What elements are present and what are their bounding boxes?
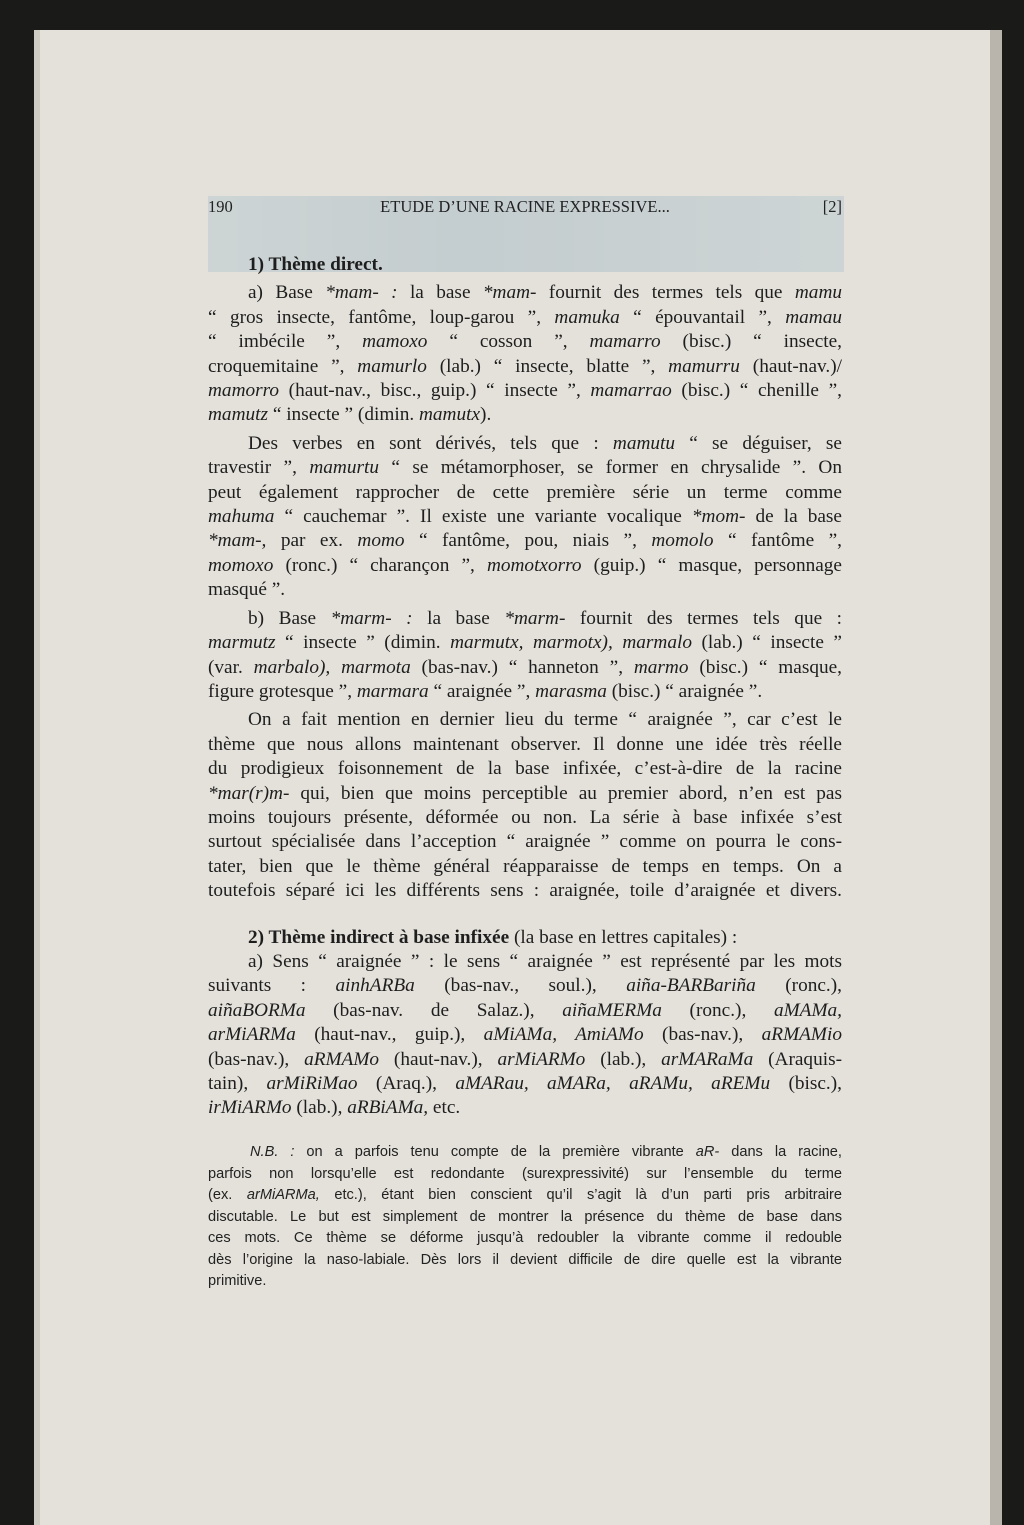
italic-term: *mam- : xyxy=(325,282,398,304)
text-run: “ insecte ” (dimin. xyxy=(268,404,419,426)
italic-term: *marm- : xyxy=(330,607,413,629)
italic-term: mamutu xyxy=(612,432,676,454)
paragraph-line xyxy=(208,830,842,854)
text-run: “ se métamorphoser, se former en chrysalide ”. On xyxy=(378,457,842,479)
text-run: (lab.) “ insecte, blatte ”, xyxy=(426,355,669,377)
italic-term: mamu xyxy=(794,282,843,304)
text-run: etc. xyxy=(428,1097,461,1119)
text-run: (bas-nav., soul.), xyxy=(414,975,627,997)
italic-term: mamurru xyxy=(668,355,740,377)
body-text xyxy=(208,253,842,1121)
italic-term: marbalo), xyxy=(253,656,331,678)
text-run: (lab.) “ insecte ” xyxy=(691,632,842,654)
bold-heading: 1) Thème direct. xyxy=(248,254,383,275)
text-run: travestir ”, xyxy=(208,457,310,479)
text-run: parfois non lorsqu’elle est redondante (surexpressivité) sur l’ensemble du terme xyxy=(208,1165,842,1182)
italic-term: *mar(r)m- xyxy=(208,782,290,804)
italic-term: aRMAMio xyxy=(761,1024,842,1046)
italic-term: momoxo xyxy=(208,554,274,576)
text-run: a) Base xyxy=(248,282,326,304)
text-run: (la base en lettres capitales) : xyxy=(509,926,738,948)
text-run: (bas-nav.), xyxy=(208,1048,305,1070)
paragraph xyxy=(208,708,842,903)
footnote-line xyxy=(208,1250,842,1272)
italic-term: aiñaBORMa xyxy=(208,999,306,1021)
paragraph-line xyxy=(208,403,842,427)
text-run: surtout spécialisée dans l’acception “ araignée ” comme on pourra le cons- xyxy=(208,831,842,853)
italic-term: *mam-, xyxy=(208,530,267,552)
text-run: tain), xyxy=(208,1073,267,1094)
paragraph-line xyxy=(208,680,842,704)
text-run: (haut-nav., guip.), xyxy=(295,1024,484,1046)
paragraph-line xyxy=(208,757,842,781)
text-run: (ronc.), xyxy=(661,999,774,1021)
italic-term: marmalo xyxy=(622,632,692,654)
paragraph-line xyxy=(208,1023,842,1047)
italic-term: momotxorro xyxy=(486,554,582,576)
paragraph-line xyxy=(208,529,842,553)
text-run: peut également rapprocher de cette première série un terme comme xyxy=(208,481,842,503)
paragraph-line xyxy=(208,306,842,330)
text-run: (bisc.) “ chenille ”, xyxy=(671,380,842,402)
paragraph-line xyxy=(208,855,842,879)
italic-term: N.B. : xyxy=(250,1144,295,1160)
paragraph-line xyxy=(208,806,842,830)
paragraph-line xyxy=(208,879,842,903)
text-run: la base xyxy=(412,607,505,629)
footnote-line xyxy=(208,1228,842,1250)
text-run: “ épouvantail ”, xyxy=(619,306,786,328)
paragraph-line xyxy=(208,456,842,480)
paragraph-line xyxy=(208,379,842,403)
paragraph-line xyxy=(208,330,842,354)
running-title: ETUDE D’UNE RACINE EXPRESSIVE... xyxy=(380,197,670,216)
paragraph-line xyxy=(208,950,842,974)
text-run: on a parfois tenu compte de la première vibrante xyxy=(294,1144,696,1160)
italic-term: *mam- xyxy=(482,282,537,304)
italic-term: aMAMa, xyxy=(773,999,842,1021)
paragraph-line xyxy=(208,481,842,505)
paragraph xyxy=(208,281,842,427)
heading-line xyxy=(208,253,842,277)
text-run: croquemitaine ”, xyxy=(208,355,358,377)
text-run: (bisc.) “ masque, xyxy=(688,656,842,678)
text-run: “ araignée ”, xyxy=(428,680,536,702)
paragraph-line xyxy=(208,782,842,806)
footnote-line xyxy=(208,1142,842,1164)
footnote-line xyxy=(208,1164,842,1186)
text-run: (ronc.), xyxy=(755,975,842,997)
italic-term: aiñaMERMa xyxy=(562,999,662,1021)
paragraph-line xyxy=(208,631,842,655)
italic-term: arMiRiMao xyxy=(266,1073,358,1094)
text-run: tater, bien que le thème général réapparaisse de temps en temps. On a xyxy=(208,855,842,877)
text-run: (ronc.) “ charançon ”, xyxy=(273,554,487,576)
italic-term: marmutz xyxy=(208,632,276,654)
text-run: de la base xyxy=(745,506,842,528)
italic-term: marmutx, marmotx), xyxy=(450,632,613,654)
italic-term: arMiARMo xyxy=(497,1048,586,1070)
text-run: ces mots. Ce thème se déforme jusqu’à redoubler la vibrante comme il redouble xyxy=(208,1230,842,1246)
italic-term: marmota xyxy=(341,656,411,678)
text-run: (bas-nav. de Salaz.), xyxy=(305,999,563,1021)
paragraph xyxy=(208,950,842,1121)
footnote-line xyxy=(208,1185,842,1207)
text-run: dès l’origine la naso-labiale. Dès lors il devient difficile de dire quelle est la vibrante xyxy=(208,1251,842,1268)
paragraph xyxy=(208,607,842,705)
text-run: fournit des termes tels que : xyxy=(565,607,843,629)
italic-term: aMiAMa, AmiAMo xyxy=(483,1024,644,1046)
text-run: Des verbes en sont dérivés, tels que : xyxy=(248,432,613,454)
text-run: (haut-nav.)/ xyxy=(739,355,842,377)
italic-term: aR- xyxy=(695,1144,720,1160)
paragraph-line xyxy=(208,999,842,1023)
text-run: discutable. Le but est simplement de montrer la présence du thème de base dans xyxy=(208,1208,842,1225)
italic-term: marmara xyxy=(356,680,429,702)
text-run: (ex. xyxy=(208,1187,247,1203)
text-run: (bisc.), xyxy=(770,1073,842,1094)
italic-term: mamutx xyxy=(418,404,481,426)
text-run: qui, bien que moins perceptible au premier abord, n’en est pas xyxy=(289,782,842,804)
text-run: du prodigieux foisonnement de la base infixée, c’est-à-dire de la racine xyxy=(208,758,842,780)
text-run: b) Base xyxy=(248,607,331,629)
text-run: (bisc.) “ insecte, xyxy=(660,331,843,353)
text-run: (Araquis- xyxy=(753,1048,842,1070)
text-run: (lab.), xyxy=(585,1048,662,1070)
text-run: (bas-nav.), xyxy=(643,1024,762,1046)
paragraph-line xyxy=(208,1048,842,1072)
text-run: “ imbécile ”, xyxy=(208,331,363,353)
italic-term: aRBiAMa, xyxy=(347,1097,429,1119)
italic-term: momo xyxy=(357,530,405,552)
italic-term: arMiARMa, xyxy=(246,1187,320,1203)
section-heading xyxy=(208,253,842,277)
text-run xyxy=(613,632,623,653)
italic-term: mamurtu xyxy=(309,457,379,479)
paragraph-line xyxy=(208,554,842,578)
italic-term: arMARaMa xyxy=(661,1048,754,1070)
paragraph-line xyxy=(208,578,842,602)
italic-term: mamuka xyxy=(554,306,620,328)
text-run: (bisc.) “ araignée ”. xyxy=(606,680,763,702)
text-run: ). xyxy=(480,404,492,426)
footnote xyxy=(208,1142,842,1293)
text-run: suivants : xyxy=(208,975,336,997)
italic-term: irMiARMo xyxy=(208,1097,292,1119)
italic-term: aiña-BARBariña xyxy=(626,975,756,997)
text-run: thème que nous allons maintenant observer. Il donne une idée très réelle xyxy=(208,733,842,755)
text-run: On a fait mention en dernier lieu du terme “ araignée ”, car c’est le xyxy=(248,709,842,731)
italic-term: ainhARBa xyxy=(335,975,415,997)
italic-term: mamutz xyxy=(208,404,268,426)
text-run: (haut-nav., bisc., guip.) “ insecte ”, xyxy=(279,380,591,402)
italic-term: aRMAMo xyxy=(304,1048,380,1070)
running-header xyxy=(208,197,842,217)
text-run: figure grotesque ”, xyxy=(208,680,357,702)
text-run: (var. xyxy=(208,656,254,678)
text-run xyxy=(330,657,341,678)
text-run: par ex. xyxy=(266,530,358,552)
text-run: “ cauchemar ”. Il existe une variante vocalique xyxy=(274,506,692,528)
paragraph-line xyxy=(208,974,842,998)
paragraph-line xyxy=(208,607,842,631)
page-edge xyxy=(34,30,40,1525)
text-run: (bas-nav.) “ hanneton ”, xyxy=(410,656,634,678)
italic-term: aMARau, aMARa, aRAMu, aREMu xyxy=(455,1073,771,1094)
text-run: moins toujours présente, déformée ou non. La série à base infixée s’est xyxy=(208,806,842,828)
text-run: “ insecte ” (dimin. xyxy=(275,632,451,654)
section-heading xyxy=(208,926,842,950)
text-run: (lab.), xyxy=(291,1097,348,1119)
section-ref: [2] xyxy=(822,197,842,216)
italic-term: marmo xyxy=(633,656,689,678)
text-run: (guip.) “ masque, personnage xyxy=(581,554,842,576)
paragraph-line xyxy=(208,355,842,379)
text-run: masqué ”. xyxy=(208,579,286,601)
paragraph-line xyxy=(208,281,842,305)
text-run: etc.), étant bien conscient qu’il s’agit là d’un parti pris arbitraire xyxy=(319,1187,842,1203)
paragraph xyxy=(208,432,842,603)
footnote-line xyxy=(208,1271,842,1293)
page-number: 190 xyxy=(208,197,233,216)
italic-term: mamorro xyxy=(208,380,280,402)
text-run: “ fantôme ”, xyxy=(713,530,842,552)
footnote-line xyxy=(208,1207,842,1229)
text-run: la base xyxy=(397,282,483,304)
text-run: (haut-nav.), xyxy=(379,1048,498,1070)
text-run: a) Sens “ araignée ” : le sens “ araignée ” est représenté par les mots xyxy=(248,950,842,972)
text-run: fournit des termes tels que xyxy=(536,282,795,304)
paragraph-line xyxy=(208,1096,842,1120)
text-run: “ cosson ”, xyxy=(427,331,590,353)
text-run: (Araq.), xyxy=(357,1073,456,1094)
paragraph-line xyxy=(208,733,842,757)
italic-term: mamau xyxy=(785,306,842,328)
paragraph-line xyxy=(208,505,842,529)
text-run: toutefois séparé ici les différents sens : araignée, toile d’araignée et divers. xyxy=(208,880,842,902)
italic-term: marasma xyxy=(535,680,607,702)
italic-term: *mom- xyxy=(691,506,746,528)
italic-term: mamoxo xyxy=(362,331,428,353)
text-run: “ fantôme, pou, niais ”, xyxy=(404,530,652,552)
italic-term: mamarro xyxy=(589,331,661,353)
paragraph-line xyxy=(208,432,842,456)
paragraph-line xyxy=(208,1072,842,1096)
bold-heading: 2) Thème indirect à base infixée xyxy=(248,926,510,948)
paragraph-line xyxy=(208,656,842,680)
italic-term: *marm- xyxy=(504,607,566,629)
paragraph-line xyxy=(208,708,842,732)
italic-term: mamarrao xyxy=(590,380,672,402)
italic-term: momolo xyxy=(651,530,714,552)
italic-term: mamurlo xyxy=(357,355,427,377)
text-run: “ se déguiser, se xyxy=(675,432,842,454)
text-run: primitive. xyxy=(208,1273,267,1289)
text-run: dans la racine, xyxy=(719,1144,842,1160)
text-run: “ gros insecte, fantôme, loup-garou ”, xyxy=(208,306,555,328)
heading-line xyxy=(208,926,842,950)
facing-page-edge xyxy=(990,30,1002,1525)
italic-term: arMiARMa xyxy=(208,1024,296,1046)
italic-term: mahuma xyxy=(208,506,275,528)
